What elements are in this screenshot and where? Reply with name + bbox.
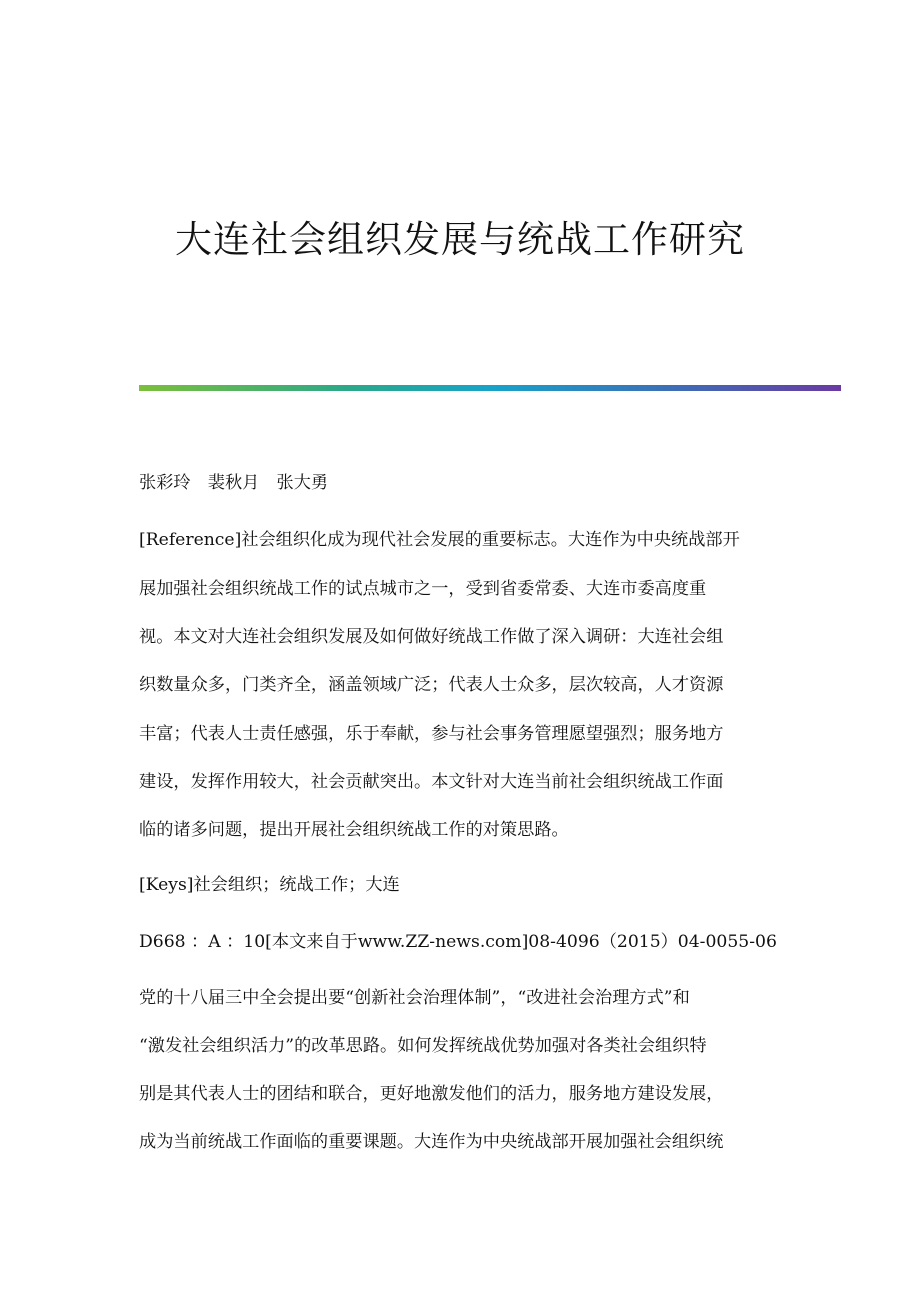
reference-line: 临的诸多问题，提出开展社会组织统战工作的对策思路。 bbox=[139, 820, 569, 840]
classification-info: D668 ：A ：10[本文来自于www.ZZ-news.com]08-4096（2015）04-0055-06 bbox=[139, 932, 777, 952]
reference-line: 织数量众多，门类齐全，涵盖领域广泛；代表人士众多，层次较高，人才资源 bbox=[139, 675, 724, 695]
reference-line: 视。本文对大连社会组织发展及如何做好统战工作做了深入调研：大连社会组 bbox=[139, 627, 724, 647]
reference-line: [Reference]社会组织化成为现代社会发展的重要标志。大连作为中央统战部开 bbox=[139, 530, 740, 550]
reference-line: 丰富；代表人士责任感强，乐于奉献，参与社会事务管理愿望强烈；服务地方 bbox=[139, 724, 724, 744]
keywords: [Keys]社会组织；统战工作；大连 bbox=[139, 875, 400, 895]
body-line: “激发社会组织活力”的改革思路。如何发挥统战优势加强对各类社会组织特 bbox=[139, 1036, 707, 1056]
body-line: 党的十八届三中全会提出要“创新社会治理体制”，“改进社会治理方式”和 bbox=[139, 988, 690, 1008]
body-line: 成为当前统战工作面临的重要课题。大连作为中央统战部开展加强社会组织统 bbox=[139, 1132, 724, 1152]
authors: 张彩玲 裴秋月 张大勇 bbox=[139, 473, 329, 493]
gradient-divider bbox=[139, 385, 841, 391]
reference-line: 展加强社会组织统战工作的试点城市之一，受到省委常委、大连市委高度重 bbox=[139, 579, 707, 599]
body-line: 别是其代表人士的团结和联合，更好地激发他们的活力，服务地方建设发展， bbox=[139, 1084, 724, 1104]
reference-line: 建设，发挥作用较大，社会贡献突出。本文针对大连当前社会组织统战工作面 bbox=[139, 772, 724, 792]
paper-title: 大连社会组织发展与统战工作研究 bbox=[175, 218, 745, 261]
